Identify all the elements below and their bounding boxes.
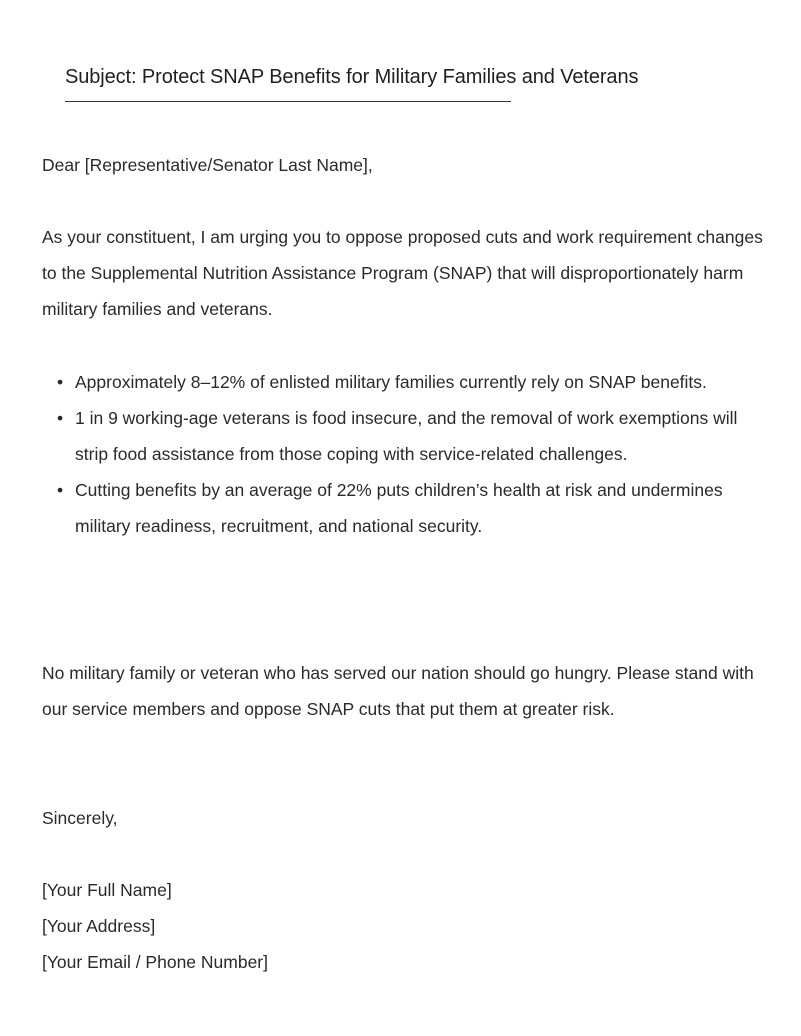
salutation: Dear [Representative/Senator Last Name], [42, 155, 373, 175]
bullet-icon: • [57, 372, 64, 392]
subject-block [65, 63, 639, 102]
signature-name: [Your Full Name] [42, 880, 172, 900]
intro-paragraph: As your constituent, I am urging you to oppose proposed cuts and work requirement changes to the Supplemental Nutrition Assistance Program (SNAP) that will disproportionately harm military families and veterans. [42, 227, 763, 319]
key-points-list [42, 364, 742, 544]
list-item-text: Cutting benefits by an average of 22% puts children’s health at risk and undermines military readiness, recruitment, and national security. [75, 480, 723, 536]
list-item [42, 364, 742, 400]
signature-address: [Your Address] [42, 916, 156, 936]
list-item [42, 400, 742, 472]
subject-line: Subject: Protect SNAP Benefits for Military Families and Veterans [65, 66, 639, 88]
closing-paragraph: No military family or veteran who has served our nation should go hungry. Please stand with our service members and oppose SNAP cuts that put them at greater risk. [42, 663, 754, 719]
signature-contact: [Your Email / Phone Number] [42, 952, 268, 972]
signoff: Sincerely, [42, 808, 118, 828]
bullet-icon: • [57, 408, 64, 428]
bullet-icon: • [57, 480, 64, 500]
list-item-text: 1 in 9 working-age veterans is food insecure, and the removal of work exemptions will strip food assistance from those coping with service-related challenges. [75, 408, 738, 464]
list-item-text: Approximately 8–12% of enlisted military families currently rely on SNAP benefits. [75, 372, 707, 392]
list-item [42, 472, 742, 544]
